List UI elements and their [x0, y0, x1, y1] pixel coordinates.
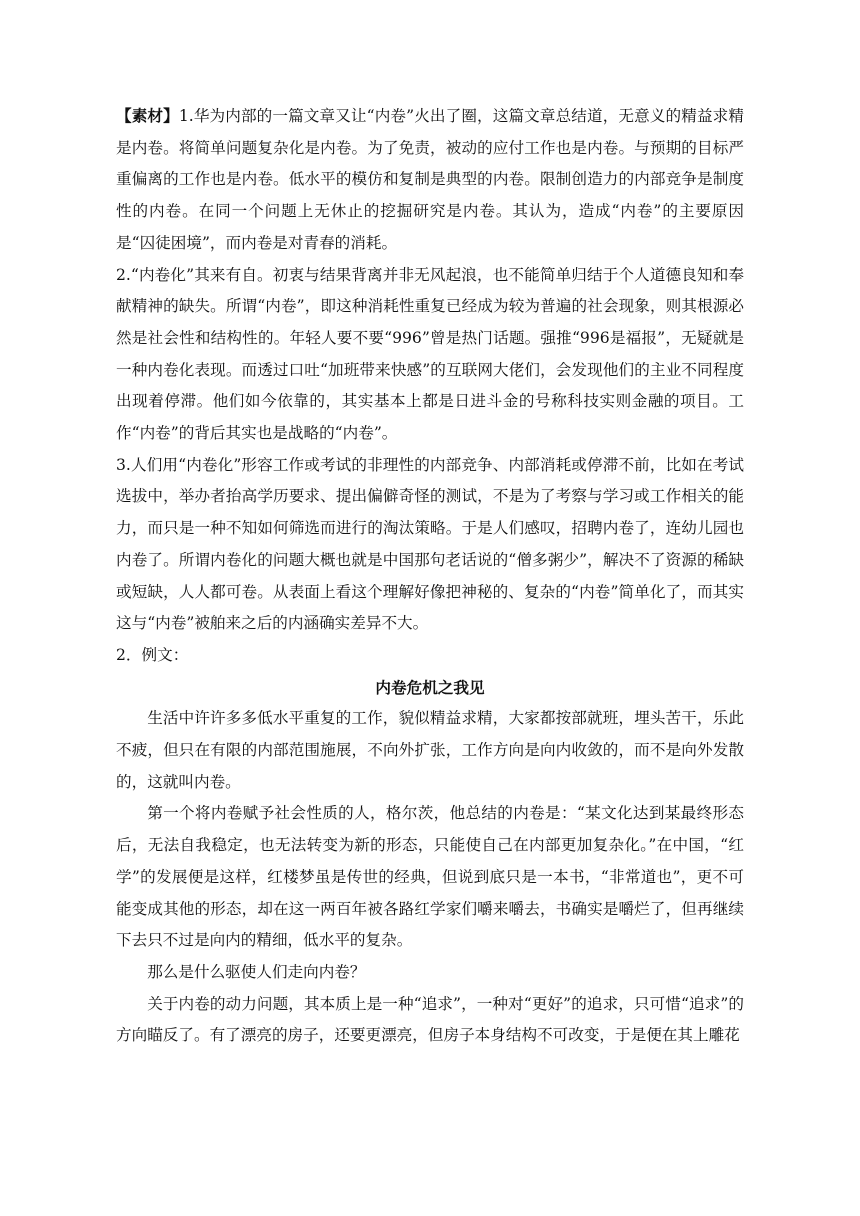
essay-paragraph-3: 那么是什么驱使人们走向内卷？	[147, 962, 366, 981]
essay-paragraph-2: 第一个将内卷赋予社会性质的人，格尔茨，他总结的内卷是：“某文化达到某最终形态后，无法自我稳定，也无法转变为新的形态，只能使自己在内部更加复杂化。”在中国，“红学”的发展便是这样，红楼梦虽是传世的经典，但说到底只是一本书，“非常道也”，更不可能变成其他的形态，却在这一两百年被各路红学家们嚼来嚼去，书确实是嚼烂了，但再继续下去只不过是向内的精细，低水平的复杂。	[116, 804, 744, 950]
document-page	[116, 100, 744, 1052]
essay-title: 内卷危机之我见	[375, 677, 485, 697]
essay-paragraph-4: 关于内卷的动力问题，其本质上是一种“追求”，一种对“更好”的追求，只可惜“追求”的方向瞄反了。有了漂亮的房子，还要更漂亮，但房子本身结构不可改变，于是便在其上雕花	[116, 994, 744, 1045]
material-paragraph-1	[116, 100, 744, 260]
essay-paragraph-1: 生活中许许多多低水平重复的工作，貌似精益求精，大家都按部就班，埋头苦干，乐此不疲，但只在有限的内部范围施展，不向外扩张，工作方向是向内收敛的，而不是向外发散的，这就叫内卷。	[116, 709, 744, 791]
material-paragraph-2: 2.“内卷化”其来有自。初衷与结果背离并非无风起浪，也不能简单归结于个人道德良知和奉献精神的缺失。所谓“内卷”，即这种消耗性重复已经成为较为普遍的社会现象，则其根源必然是社会性和结构性的。年轻人要不要“996”曾是热门话题。强推“996是福报”，无疑就是一种内卷化表现。而透过口吐“加班带来快感”的互联网大佬们，会发现他们的主业不同程度出现着停滞。他们如今依靠的，其实基本上都是日进斗金的号称科技实则金融的项目。工作“内卷”的背后其实也是战略的“内卷”。	[116, 265, 744, 443]
material-label: 【素材】	[116, 106, 179, 125]
material-paragraph-3: 3.人们用“内卷化”形容工作或考试的非理性的内部竞争、内部消耗或停滞不前，比如在考试选拔中，举办者抬高学历要求、提出偏僻奇怪的测试，不是为了考察与学习或工作相关的能力，而只是一种不知如何筛选而进行的淘汰策略。于是人们感叹，招聘内卷了，连幼儿园也内卷了。所谓内卷化的问题大概也就是中国那句老话说的“僧多粥少”，解决不了资源的稀缺或短缺，人人都可卷。从表面上看这个理解好像把神秘的、复杂的“内卷”简单化了，而其实这与“内卷”被舶来之后的内涵确实差异不大。	[116, 455, 744, 633]
material-text-1: 1.华为内部的一篇文章又让“内卷”火出了圈，这篇文章总结道，无意义的精益求精是内卷。将简单问题复杂化是内卷。为了免责，被动的应付工作也是内卷。与预期的目标严重偏离的工作也是内卷。低水平的模仿和复制是典型的内卷。限制创造力的内部竞争是制度性的内卷。在同一个问题上无休止的挖掘研究是内卷。其认为，造成“内卷”的主要原因是“囚徒困境”，而内卷是对青春的消耗。	[116, 107, 744, 252]
example-heading: 2．例文：	[116, 645, 189, 664]
